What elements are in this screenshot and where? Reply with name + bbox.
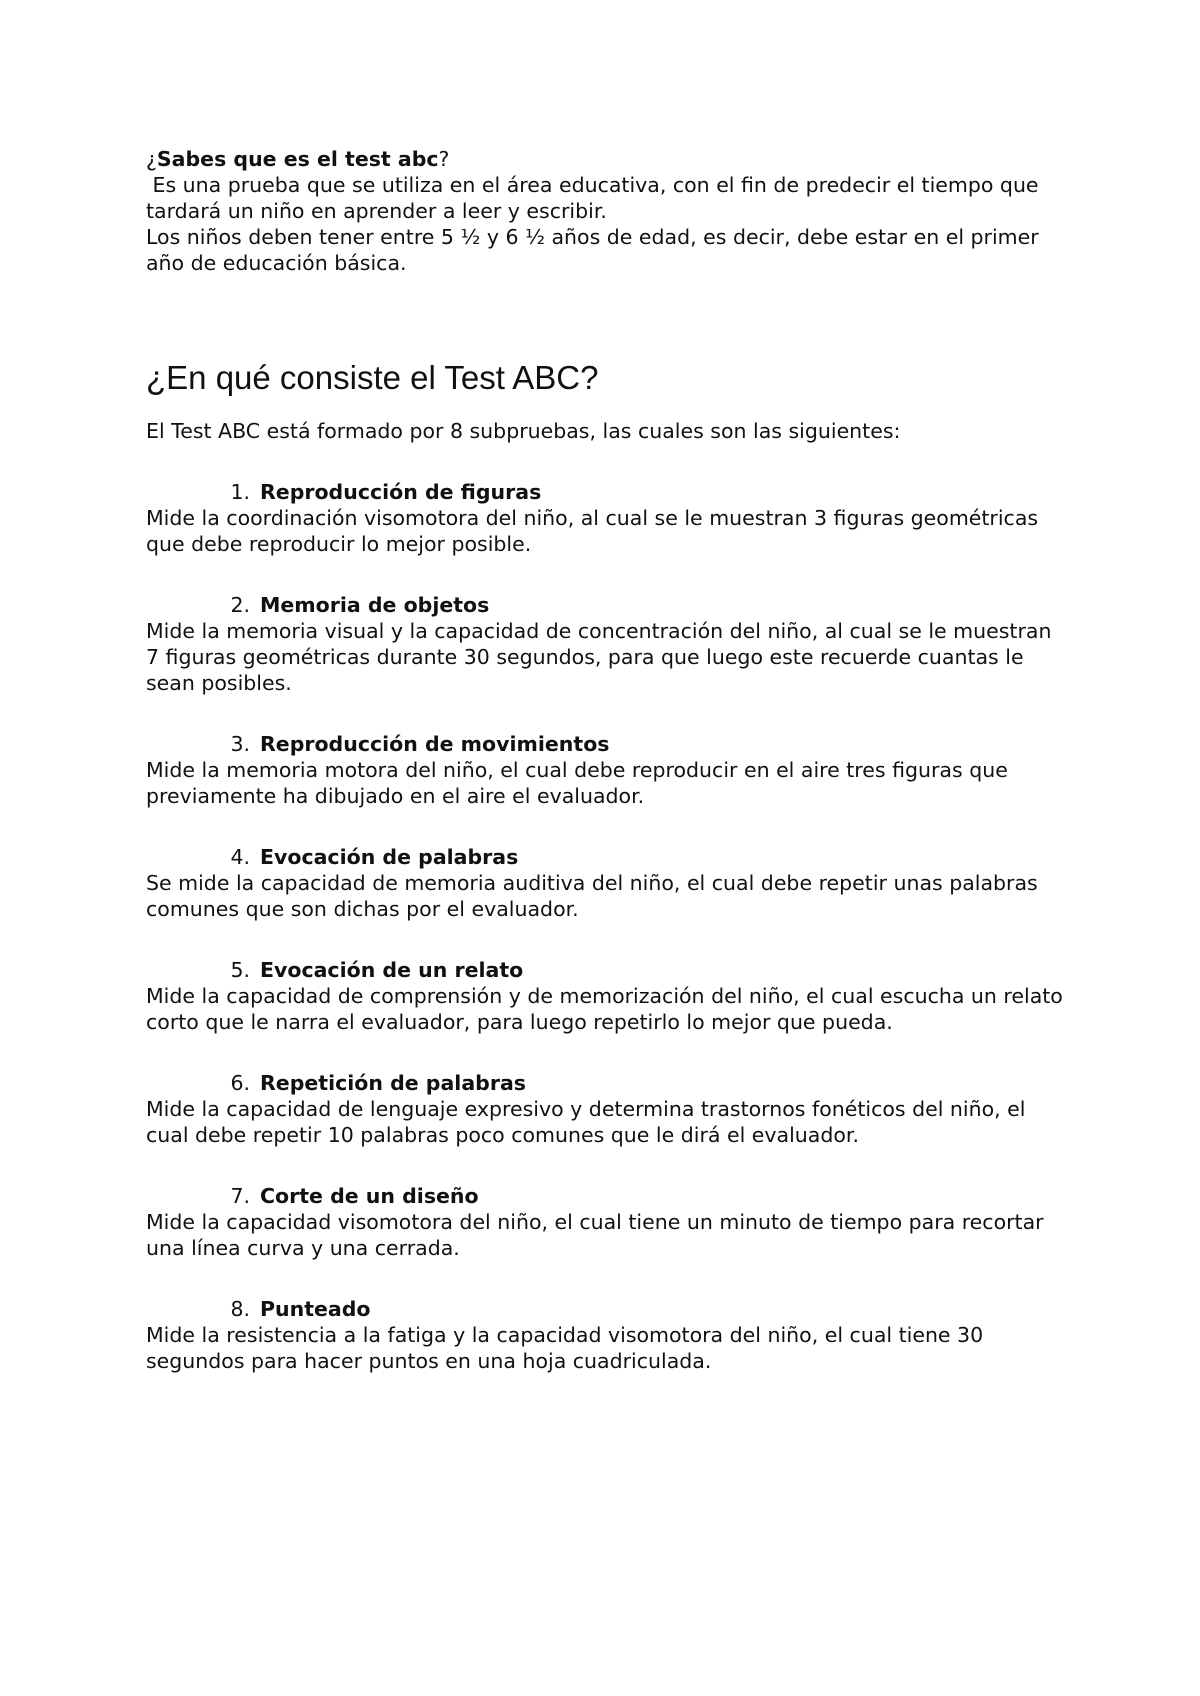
list-item-title: Corte de un diseño: [260, 1184, 479, 1208]
list-item-description: Mide la capacidad de lenguaje expresivo y determina trastornos fonéticos del niño, el cual debe repetir 10 palabras poco comunes que le dirá el evaluador.: [146, 1097, 1026, 1147]
list-item-header: [146, 731, 1066, 757]
list-item-4: [146, 844, 1066, 922]
list-item-number: 4.: [230, 845, 250, 869]
list-item-title: Repetición de palabras: [260, 1071, 526, 1095]
list-item-header: [146, 1070, 1066, 1096]
intro-question-prefix: ¿: [146, 147, 157, 171]
list-item-3: [146, 731, 1066, 809]
list-item-number: 3.: [230, 732, 250, 756]
section-heading: ¿En qué consiste el Test ABC?: [146, 359, 599, 396]
list-item-description: Mide la capacidad de comprensión y de memorización del niño, el cual escucha un relato corto que le narra el evaluador, para luego repetirlo lo mejor que pueda.: [146, 984, 1063, 1034]
list-item-number: 8.: [230, 1297, 250, 1321]
intro-question-bold: Sabes que es el test abc: [156, 147, 439, 171]
list-item-2: [146, 592, 1066, 696]
list-item-header: [146, 1183, 1066, 1209]
list-item-title: Evocación de un relato: [260, 958, 524, 982]
list-item-title: Punteado: [260, 1297, 371, 1321]
list-item-description: Se mide la capacidad de memoria auditiva del niño, el cual debe repetir unas palabras comunes que son dichas por el evaluador.: [146, 871, 1038, 921]
list-item-title: Reproducción de movimientos: [260, 732, 610, 756]
list-item-title: Evocación de palabras: [260, 845, 519, 869]
list-item-number: 5.: [230, 958, 250, 982]
list-item-8: [146, 1296, 1066, 1374]
list-item-description: Mide la memoria visual y la capacidad de concentración del niño, al cual se le muestran 7 figuras geométricas durante 30 segundos, para que luego este recuerde cuantas le sean posibles.: [146, 619, 1052, 695]
list-item-title: Reproducción de figuras: [260, 480, 542, 504]
list-item-header: [146, 957, 1066, 983]
list-item-number: 6.: [230, 1071, 250, 1095]
intro-section: [146, 146, 1066, 276]
list-item-title: Memoria de objetos: [260, 593, 490, 617]
list-item-description: Mide la capacidad visomotora del niño, el cual tiene un minuto de tiempo para recortar una línea curva y una cerrada.: [146, 1210, 1044, 1260]
list-item-header: [146, 592, 1066, 618]
list-item-description: Mide la memoria motora del niño, el cual debe reproducir en el aire tres figuras que previamente ha dibujado en el aire el evaluador.: [146, 758, 1008, 808]
list-item-header: [146, 479, 1066, 505]
list-item-number: 7.: [230, 1184, 250, 1208]
intro-paragraph-1: Es una prueba que se utiliza en el área educativa, con el fin de predecir el tiempo que tardará un niño en aprender a leer y escribir.: [146, 173, 1046, 223]
section-lead: El Test ABC está formado por 8 subpruebas, las cuales son las siguientes:: [146, 419, 901, 443]
list-item-header: [146, 844, 1066, 870]
list-item-number: 2.: [230, 593, 250, 617]
list-item-5: [146, 957, 1066, 1035]
list-item-1: [146, 479, 1066, 557]
intro-question: [146, 146, 1066, 172]
list-item-description: Mide la resistencia a la fatiga y la capacidad visomotora del niño, el cual tiene 30 segundos para hacer puntos en una hoja cuadriculada.: [146, 1323, 984, 1373]
list-item-6: [146, 1070, 1066, 1148]
list-item-description: Mide la coordinación visomotora del niño, al cual se le muestran 3 figuras geométricas que debe reproducir lo mejor posible.: [146, 506, 1039, 556]
list-item-number: 1.: [230, 480, 250, 504]
list-item-7: [146, 1183, 1066, 1261]
intro-question-suffix: ?: [438, 147, 450, 171]
list-item-header: [146, 1296, 1066, 1322]
intro-paragraph-2: Los niños deben tener entre 5 ½ y 6 ½ años de edad, es decir, debe estar en el primer año de educación básica.: [146, 225, 1039, 275]
